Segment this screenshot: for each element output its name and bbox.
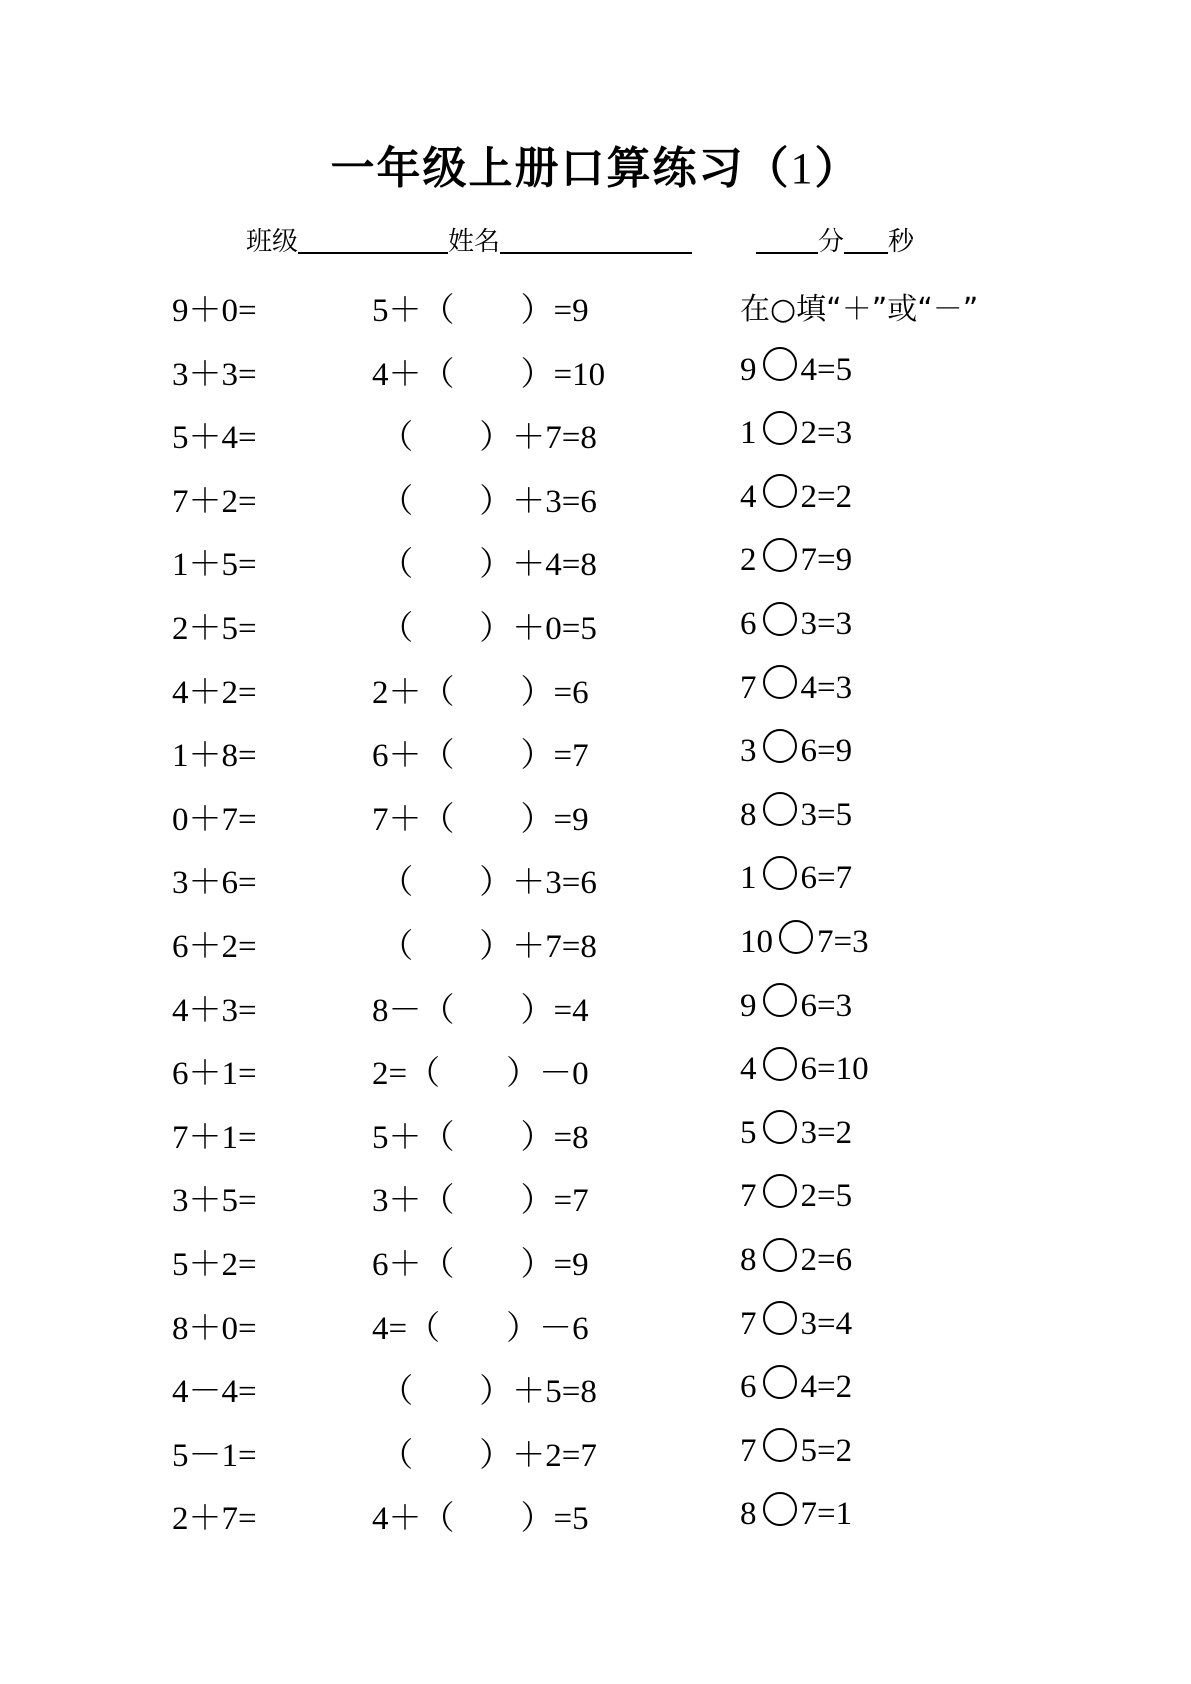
left-operand: 7 <box>740 1305 757 1342</box>
exercise-row <box>0 1429 1191 1479</box>
right-side: 2=3 <box>800 415 853 452</box>
left-operand: 6 <box>740 1369 757 1406</box>
addition-problem[interactable]: 6＋1= <box>172 1056 257 1093</box>
fill-blank-problem[interactable]: 8－（ ）=4 <box>372 992 589 1029</box>
operator-circle-icon[interactable] <box>763 1174 797 1208</box>
addition-problem[interactable]: 3＋3= <box>172 356 257 393</box>
exercise-row <box>0 729 1191 779</box>
operator-problem <box>740 670 852 707</box>
right-side: 3=4 <box>800 1305 853 1342</box>
exercise-row <box>0 1302 1191 1352</box>
operator-circle-icon[interactable] <box>763 347 797 381</box>
exercise-row <box>0 666 1191 716</box>
addition-problem[interactable]: 1＋5= <box>172 547 257 584</box>
right-side: 3=2 <box>800 1114 853 1151</box>
operator-circle-icon[interactable] <box>763 856 797 890</box>
operator-instruction: 在○填“＋”或“－” <box>740 292 979 327</box>
left-operand: 1 <box>740 415 757 452</box>
left-operand: 1 <box>740 860 757 897</box>
operator-problem <box>740 606 852 643</box>
exercise-row <box>0 1365 1191 1415</box>
operator-circle-icon[interactable] <box>763 1428 797 1462</box>
operator-problem <box>740 479 852 516</box>
name-label: 姓名 <box>448 227 501 257</box>
right-side: 3=3 <box>800 606 853 642</box>
operator-circle-icon[interactable] <box>763 602 797 636</box>
exercise-row <box>0 348 1191 398</box>
addition-problem[interactable]: 5＋2= <box>172 1247 257 1283</box>
title-text: 一年级上册口算练习（ <box>330 143 791 194</box>
fill-blank-problem[interactable]: 6＋（ ）=7 <box>372 738 589 775</box>
right-side: 2=5 <box>800 1178 853 1215</box>
right-side: 5=2 <box>800 1432 853 1469</box>
left-operand: 3 <box>740 733 757 770</box>
operator-problem <box>740 860 852 897</box>
right-side: 4=2 <box>800 1369 853 1406</box>
operator-problem <box>740 1178 852 1215</box>
right-side: 7=1 <box>800 1496 853 1533</box>
addition-problem[interactable]: 1＋8= <box>172 738 257 775</box>
left-operand: 7 <box>740 1432 757 1469</box>
left-operand: 10 <box>740 924 773 960</box>
operator-circle-icon[interactable] <box>763 1110 797 1144</box>
fill-blank-problem[interactable]: （ ）＋4=8 <box>372 547 597 584</box>
minutes-field[interactable] <box>756 222 818 254</box>
fill-blank-problem[interactable]: （ ）＋3=6 <box>372 483 597 520</box>
exercise-row <box>0 793 1191 843</box>
class-label: 班级 <box>246 227 299 257</box>
exercise-row <box>0 984 1191 1034</box>
left-operand: 7 <box>740 1178 757 1215</box>
exercise-row <box>0 1492 1191 1542</box>
operator-circle-icon[interactable] <box>763 474 797 508</box>
addition-problem[interactable]: 5＋4= <box>172 420 257 457</box>
left-operand: 7 <box>740 669 757 706</box>
fill-blank-problem[interactable]: （ ）＋0=5 <box>372 611 597 647</box>
operator-problem <box>740 415 852 452</box>
name-field[interactable] <box>500 222 692 254</box>
page-title <box>0 132 1191 196</box>
operator-circle-icon[interactable] <box>763 411 797 445</box>
operator-problem <box>740 352 852 389</box>
fill-blank-problem[interactable]: （ ）＋5=8 <box>372 1374 597 1411</box>
right-side: 4=3 <box>800 669 853 706</box>
student-info-line <box>246 218 914 258</box>
addition-problem[interactable]: 4＋3= <box>172 992 257 1029</box>
fill-blank-problem[interactable]: 4=（ ）－6 <box>372 1310 589 1347</box>
left-operand: 8 <box>740 1496 757 1533</box>
exercise-row <box>0 475 1191 525</box>
operator-circle-icon[interactable] <box>763 665 797 699</box>
operator-circle-icon[interactable] <box>763 1047 797 1081</box>
operator-problem <box>740 1306 852 1343</box>
exercise-row <box>0 1047 1191 1097</box>
addition-problem[interactable]: 4＋2= <box>172 674 257 711</box>
operator-problem <box>740 1115 852 1152</box>
fill-blank-problem[interactable]: 4＋（ ）=5 <box>372 1501 589 1538</box>
right-side: 2=6 <box>800 1242 853 1278</box>
left-operand: 9 <box>740 987 757 1024</box>
right-side: 7=3 <box>817 924 869 960</box>
left-operand: 8 <box>740 1242 757 1278</box>
operator-problem <box>740 797 852 834</box>
left-operand: 2 <box>740 542 757 579</box>
operator-problem <box>740 988 852 1025</box>
fill-blank-problem[interactable]: （ ）＋2=7 <box>372 1437 597 1474</box>
operator-problem <box>740 1496 852 1533</box>
addition-problem[interactable]: 7＋1= <box>172 1119 257 1156</box>
minute-label: 分 <box>818 227 845 257</box>
operator-problem <box>740 542 852 579</box>
exercise-row <box>0 284 1191 334</box>
addition-problem[interactable]: 5－1= <box>172 1437 257 1474</box>
addition-problem[interactable]: 3＋5= <box>172 1183 257 1220</box>
addition-problem[interactable]: 3＋6= <box>172 865 257 902</box>
fill-blank-problem[interactable]: （ ）＋7=8 <box>372 420 597 457</box>
operator-problem <box>740 1369 852 1406</box>
operator-circle-icon[interactable] <box>763 538 797 572</box>
exercise-row <box>0 602 1191 652</box>
class-field[interactable] <box>298 222 448 254</box>
left-operand: 5 <box>740 1114 757 1151</box>
addition-problem[interactable]: 2＋5= <box>172 611 257 647</box>
fill-blank-problem[interactable]: 2=（ ）－0 <box>372 1056 589 1093</box>
operator-circle-icon[interactable] <box>763 792 797 826</box>
right-side: 6=7 <box>800 860 853 897</box>
operator-problem <box>740 1051 869 1088</box>
fill-blank-problem[interactable]: 4＋（ ）=10 <box>372 356 606 393</box>
operator-circle-icon[interactable] <box>779 920 813 954</box>
second-label: 秒 <box>888 227 915 257</box>
left-operand: 8 <box>740 796 757 833</box>
fill-blank-problem[interactable]: 5＋（ ）=9 <box>372 293 589 329</box>
exercise-row <box>0 1111 1191 1161</box>
operator-circle-icon[interactable] <box>763 1365 797 1399</box>
right-side: 6=3 <box>800 987 853 1024</box>
fill-blank-problem[interactable]: 3＋（ ）=7 <box>372 1183 589 1220</box>
operator-circle-icon[interactable] <box>763 1492 797 1526</box>
left-operand: 4 <box>740 478 757 515</box>
operator-problem <box>740 733 852 770</box>
fill-blank-problem[interactable]: 5＋（ ）=8 <box>372 1119 589 1156</box>
fill-blank-problem[interactable]: 7＋（ ）=9 <box>372 801 589 838</box>
exercise-row <box>0 538 1191 588</box>
fill-blank-problem[interactable]: （ ）＋7=8 <box>372 929 597 965</box>
operator-problem <box>740 1242 852 1279</box>
fill-blank-problem[interactable]: 6＋（ ）=9 <box>372 1247 589 1283</box>
right-side: 3=5 <box>800 796 853 833</box>
addition-problem[interactable]: 7＋2= <box>172 483 257 520</box>
right-side: 7=9 <box>800 542 853 579</box>
addition-problem[interactable]: 0＋7= <box>172 801 257 838</box>
operator-problem <box>740 1433 852 1470</box>
right-side: 6=9 <box>800 733 853 770</box>
exercise-row <box>0 1174 1191 1224</box>
right-side: 6=10 <box>800 1051 869 1088</box>
addition-problem[interactable]: 9＋0= <box>172 293 257 329</box>
addition-problem[interactable]: 2＋7= <box>172 1501 257 1538</box>
exercise-row <box>0 920 1191 970</box>
fill-blank-problem[interactable]: （ ）＋3=6 <box>372 865 597 902</box>
seconds-field[interactable] <box>844 222 888 254</box>
operator-problem <box>740 924 869 961</box>
title-number: 1 <box>790 144 815 193</box>
exercise-row <box>0 1238 1191 1288</box>
left-operand: 9 <box>740 351 757 388</box>
exercise-row <box>0 411 1191 461</box>
operator-circle-icon[interactable] <box>763 983 797 1017</box>
fill-blank-problem[interactable]: 2＋（ ）=6 <box>372 674 589 711</box>
addition-problem[interactable]: 4－4= <box>172 1374 257 1411</box>
operator-circle-icon[interactable] <box>763 1238 797 1272</box>
operator-circle-icon[interactable] <box>763 729 797 763</box>
right-side: 2=2 <box>800 478 853 515</box>
addition-problem[interactable]: 6＋2= <box>172 929 257 965</box>
left-operand: 4 <box>740 1051 757 1088</box>
left-operand: 6 <box>740 606 757 642</box>
addition-problem[interactable]: 8＋0= <box>172 1310 257 1347</box>
right-side: 4=5 <box>800 351 853 388</box>
title-close: ） <box>814 143 861 194</box>
operator-circle-icon[interactable] <box>763 1301 797 1335</box>
exercise-row <box>0 856 1191 906</box>
